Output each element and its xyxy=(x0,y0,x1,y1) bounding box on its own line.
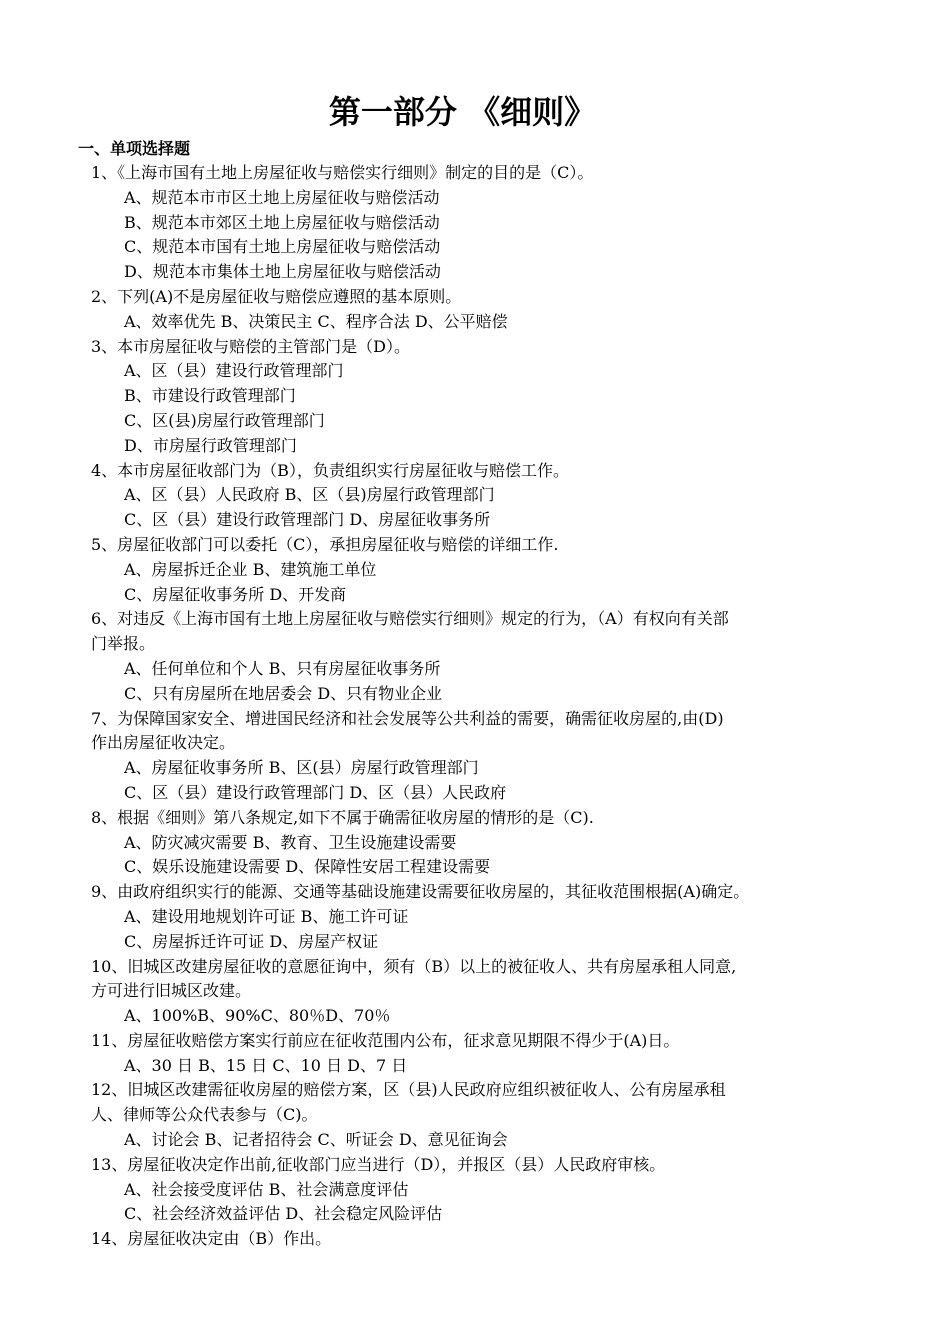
answer-options: A、30 日 B、15 日 C、10 日 D、7 日 xyxy=(124,1055,408,1075)
answer-options: C、社会经济效益评估 D、社会稳定风险评估 xyxy=(124,1204,443,1224)
question-text: 10、旧城区改建房屋征收的意愿征询中，须有（B）以上的被征收人、共有房屋承租人同意, xyxy=(91,956,737,976)
question-text-continued: 作出房屋征收决定。 xyxy=(91,733,236,753)
page-title: 第一部分 《细则》 xyxy=(328,93,597,131)
answer-options: A、建设用地规划许可证 B、施工许可证 xyxy=(124,906,409,926)
answer-options: C、区(县)房屋行政管理部门 xyxy=(124,410,325,430)
answer-options: C、规范本市国有土地上房屋征收与赔偿活动 xyxy=(124,237,441,257)
answer-options: C、区（县）建设行政管理部门 D、房屋征收事务所 xyxy=(124,510,491,530)
question-text: 11、房屋征收赔偿方案实行前应在征收范围内公布，征求意见期限不得少于(A)日。 xyxy=(91,1030,680,1050)
answer-options: A、区（县）人民政府 B、区（县)房屋行政管理部门 xyxy=(124,485,495,505)
question-text: 13、房屋征收决定作出前,征收部门应当进行（D），并报区（县）人民政府审核。 xyxy=(91,1154,666,1174)
question-text: 12、旧城区改建需征收房屋的赔偿方案，区（县)人民政府应组织被征收人、公有房屋承租 xyxy=(91,1080,726,1100)
answer-options: A、区（县）建设行政管理部门 xyxy=(124,361,344,381)
answer-options: A、规范本市市区土地上房屋征收与赔偿活动 xyxy=(124,187,440,207)
answer-options: A、防灾减灾需要 B、教育、卫生设施建设需要 xyxy=(124,832,457,852)
answer-options: A、任何单位和个人 B、只有房屋征收事务所 xyxy=(124,658,441,678)
answer-options: B、市建设行政管理部门 xyxy=(124,386,296,406)
question-text: 4、本市房屋征收部门为（B），负责组织实行房屋征收与赔偿工作。 xyxy=(91,460,569,480)
answer-options: A、100%B、90%C、80％D、70％ xyxy=(124,1006,391,1026)
answer-options: A、效率优先 B、决策民主 C、程序合法 D、公平赔偿 xyxy=(124,311,508,331)
answer-options: D、规范本市集体土地上房屋征收与赔偿活动 xyxy=(124,262,441,282)
question-text: 1、《上海市国有土地上房屋征收与赔偿实行细则》制定的目的是（C）。 xyxy=(91,163,594,182)
question-text-continued: 门举报。 xyxy=(91,634,156,654)
question-text: 6、对违反《上海市国有土地上房屋征收与赔偿实行细则》规定的行为，（A）有权向有关部 xyxy=(91,609,729,629)
answer-options: A、房屋拆迁企业 B、建筑施工单位 xyxy=(124,559,377,579)
answer-options: A、房屋征收事务所 B、区(县）房屋行政管理部门 xyxy=(124,758,479,778)
question-text: 8、根据《细则》第八条规定,如下不属于确需征收房屋的情形的是（C). xyxy=(91,807,594,827)
question-text: 5、房屋征收部门可以委托（C），承担房屋征收与赔偿的详细工作. xyxy=(91,534,559,554)
question-list xyxy=(0,161,950,1252)
answer-options: C、区（县）建设行政管理部门 D、区（县）人民政府 xyxy=(124,782,507,802)
question-text-continued: 方可进行旧城区改建。 xyxy=(91,981,252,1001)
question-text: 14、房屋征收决定由（B）作出。 xyxy=(91,1229,332,1249)
answer-options: D、市房屋行政管理部门 xyxy=(124,435,297,455)
question-text: 2、下列(A)不是房屋征收与赔偿应遵照的基本原则。 xyxy=(91,286,462,306)
section-heading: 一、单项选择题 xyxy=(78,139,191,158)
question-text-continued: 人、律师等公众代表参与（C)。 xyxy=(91,1105,318,1125)
answer-options: C、娱乐设施建设需要 D、保障性安居工程建设需要 xyxy=(124,857,491,877)
answer-options: A、讨论会 B、记者招待会 C、听证会 D、意见征询会 xyxy=(124,1130,508,1150)
answer-options: C、只有房屋所在地居委会 D、只有物业企业 xyxy=(124,683,443,703)
answer-options: C、房屋拆迁许可证 D、房屋产权证 xyxy=(124,931,379,951)
answer-options: C、房屋征收事务所 D、开发商 xyxy=(124,584,347,604)
answer-options: B、规范本市郊区土地上房屋征收与赔偿活动 xyxy=(124,212,440,232)
question-text: 9、由政府组织实行的能源、交通等基础设施建设需要征收房屋的，其征收范围根据(A)确定。 xyxy=(91,882,750,902)
question-text: 3、本市房屋征收与赔偿的主管部门是（D）。 xyxy=(91,336,411,356)
question-text: 7、为保障国家安全、增进国民经济和社会发展等公共利益的需要，确需征收房屋的,由(D) xyxy=(91,708,724,728)
answer-options: A、社会接受度评估 B、社会满意度评估 xyxy=(124,1179,409,1199)
